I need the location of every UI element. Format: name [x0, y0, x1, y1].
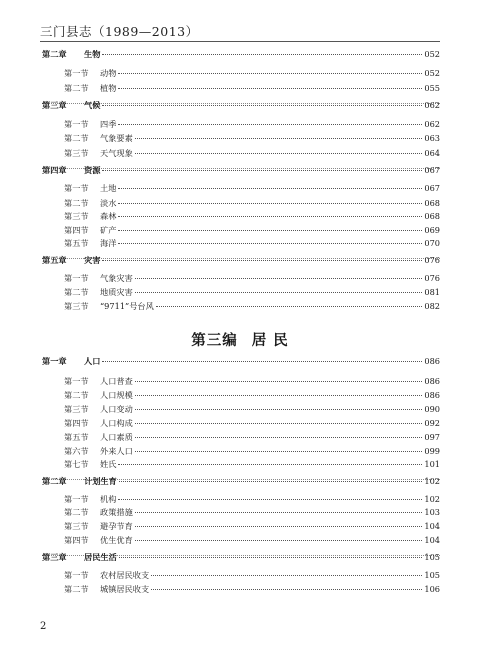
section-title: 城镇居民收支	[100, 584, 150, 594]
dot-leader	[135, 409, 423, 410]
section-title: 避孕节育	[100, 521, 133, 531]
section-number: 第一节	[64, 68, 89, 78]
section-number: 第一节	[64, 183, 89, 193]
dot-leader	[135, 153, 423, 154]
dot-leader	[118, 464, 422, 465]
toc-chapter-row	[42, 165, 440, 176]
dot-leader	[135, 423, 423, 424]
section-number: 第四节	[64, 418, 89, 428]
page-ref: 068	[424, 198, 440, 208]
section-title: 植物	[100, 83, 117, 93]
dot-leader	[135, 292, 423, 293]
toc-section-row	[64, 287, 440, 298]
toc-section-row	[64, 404, 440, 415]
section-title: 人口普查	[100, 376, 133, 386]
dot-leader	[102, 170, 422, 171]
toc-chapter-row	[42, 255, 440, 266]
section-title: 人口构成	[100, 418, 133, 428]
page-ref: 097	[424, 432, 440, 442]
dot-leader	[118, 230, 422, 231]
section-title: 机构	[100, 494, 117, 504]
toc-section-row	[64, 459, 440, 470]
section-number: 第三节	[64, 148, 89, 158]
page-ref: 063	[424, 133, 440, 143]
page-ref: 069	[424, 225, 440, 235]
section-number: 第二节	[64, 198, 89, 208]
chapter-number: 第五章	[42, 255, 67, 265]
page-ref: 062	[424, 100, 440, 110]
page-ref: 105	[424, 570, 440, 580]
page-ref: 081	[424, 287, 440, 297]
part-number: 第三编	[191, 332, 238, 349]
toc-section-row	[64, 238, 440, 249]
page-ref: 099	[424, 446, 440, 456]
section-number: 第二节	[64, 390, 89, 400]
dot-leader	[135, 138, 423, 139]
section-title: 天气现象	[100, 148, 133, 158]
section-number: 第四节	[64, 535, 89, 545]
toc-section-row	[64, 301, 440, 312]
section-number: 第四节	[64, 225, 89, 235]
section-number: 第一节	[64, 570, 89, 580]
section-title: 人口素质	[100, 432, 133, 442]
section-number: 第二节	[64, 287, 89, 297]
dot-leader	[135, 381, 423, 382]
section-number: 第三节	[64, 301, 89, 311]
section-number: 第六节	[64, 446, 89, 456]
chapter-number: 第三章	[42, 100, 67, 110]
section-title: 姓氏	[100, 459, 117, 469]
dot-leader	[118, 216, 422, 217]
toc-section-row	[64, 446, 440, 457]
toc-section-row	[64, 584, 440, 595]
section-number: 第一节	[64, 119, 89, 129]
section-title: 淡水	[100, 198, 117, 208]
section-number: 第一节	[64, 494, 89, 504]
section-title: 农村居民收支	[100, 570, 150, 580]
section-title: 外来人口	[100, 446, 133, 456]
dot-leader	[135, 451, 423, 452]
section-title: 四季	[100, 119, 117, 129]
section-title: 动物	[100, 68, 117, 78]
toc-section-row	[64, 507, 440, 518]
page-ref: 062	[424, 119, 440, 129]
section-title: 气象灾害	[100, 273, 133, 283]
toc-section-row	[64, 376, 440, 387]
section-title: 森林	[100, 211, 117, 221]
toc-chapter-row	[42, 356, 440, 367]
page-ref: 055	[424, 83, 440, 93]
dot-leader	[135, 437, 423, 438]
section-title: 人口规模	[100, 390, 133, 400]
toc-section-row	[64, 521, 440, 532]
page-ref: 092	[424, 418, 440, 428]
section-number: 第三节	[64, 521, 89, 531]
section-number: 第七节	[64, 459, 89, 469]
section-number: 第三节	[64, 211, 89, 221]
chapter-title: 灾害	[84, 255, 101, 265]
page-ref: 086	[424, 356, 440, 366]
page-ref: 082	[424, 301, 440, 311]
dot-leader	[135, 526, 423, 527]
dot-leader	[156, 306, 423, 307]
section-number: 第三节	[64, 404, 89, 414]
toc-section-row	[64, 273, 440, 284]
page-ref: 064	[424, 148, 440, 158]
page-ref: 102	[424, 476, 440, 486]
toc-section-row	[64, 535, 440, 546]
dot-leader	[118, 188, 422, 189]
toc-section-row	[64, 225, 440, 236]
chapter-title: 资源	[84, 165, 101, 175]
part-title	[0, 329, 480, 350]
toc-section-row	[64, 432, 440, 443]
dot-leader	[102, 260, 422, 261]
page-ref: 102	[424, 494, 440, 504]
chapter-number: 第一章	[42, 356, 67, 366]
chapter-title: 生物	[84, 49, 101, 59]
toc-section-row	[64, 183, 440, 194]
section-title: 优生优育	[100, 535, 133, 545]
dot-leader	[135, 512, 423, 513]
dot-leader	[118, 203, 422, 204]
page-ref: 068	[424, 211, 440, 221]
page-number: 2	[40, 621, 47, 632]
dot-leader	[118, 243, 422, 244]
toc-section-row	[64, 211, 440, 222]
dot-leader	[135, 278, 423, 279]
part-name: 居 民	[251, 332, 289, 349]
dot-leader	[151, 575, 422, 576]
section-number: 第五节	[64, 432, 89, 442]
toc-section-row	[64, 198, 440, 209]
chapter-number: 第四章	[42, 165, 67, 175]
section-number: 第二节	[64, 83, 89, 93]
toc-chapter-row	[42, 49, 440, 60]
dot-leader	[151, 589, 422, 590]
section-title: 海洋	[100, 238, 117, 248]
toc-chapter-row	[42, 476, 440, 487]
toc-chapter-row	[42, 552, 440, 563]
section-number: 第二节	[64, 584, 89, 594]
chapter-number: 第二章	[42, 49, 67, 59]
page-ref: 086	[424, 390, 440, 400]
section-number: 第二节	[64, 507, 89, 517]
chapter-title: 气候	[84, 100, 101, 110]
section-title: 土地	[100, 183, 117, 193]
dot-leader	[118, 499, 422, 500]
page-ref: 104	[424, 535, 440, 545]
section-title: 政策措施	[100, 507, 133, 517]
toc-section-row	[64, 133, 440, 144]
page-ref: 104	[424, 521, 440, 531]
toc-section-row	[64, 570, 440, 581]
chapter-title: 人口	[84, 356, 101, 366]
chapter-title: 居民生活	[84, 552, 117, 562]
chapter-number: 第二章	[42, 476, 67, 486]
page-ref: 067	[424, 183, 440, 193]
dot-leader	[102, 54, 422, 55]
section-number: 第一节	[64, 376, 89, 386]
page-ref: 076	[424, 273, 440, 283]
toc-section-row	[64, 494, 440, 505]
page-ref: 103	[424, 507, 440, 517]
page-ref: 052	[424, 68, 440, 78]
page-ref: 086	[424, 376, 440, 386]
dot-leader	[135, 395, 423, 396]
section-title: 地质灾害	[100, 287, 133, 297]
toc-section-row	[64, 390, 440, 401]
section-title: 矿产	[100, 225, 117, 235]
dot-leader	[118, 124, 422, 125]
toc-section-row	[64, 119, 440, 130]
toc-section-row	[64, 83, 440, 94]
running-header: 三门县志（1989—2013）	[40, 24, 199, 39]
dot-leader	[119, 557, 423, 558]
dot-leader	[102, 361, 422, 362]
page-ref: 052	[424, 49, 440, 59]
page-ref: 070	[424, 238, 440, 248]
section-title: 气象要素	[100, 133, 133, 143]
section-number: 第五节	[64, 238, 89, 248]
toc-chapter-row	[42, 100, 440, 111]
page-ref: 101	[424, 459, 440, 469]
dot-leader	[118, 73, 422, 74]
toc-section-row	[64, 148, 440, 159]
page-ref: 067	[424, 165, 440, 175]
chapter-number: 第三章	[42, 552, 67, 562]
page-ref: 076	[424, 255, 440, 265]
section-number: 第一节	[64, 273, 89, 283]
toc-section-row	[64, 418, 440, 429]
chapter-title: 计划生育	[84, 476, 117, 486]
section-number: 第二节	[64, 133, 89, 143]
section-title: “9711”号台风	[100, 301, 154, 311]
dot-leader	[119, 481, 423, 482]
page-ref: 106	[424, 584, 440, 594]
toc-section-row	[64, 68, 440, 79]
section-title: 人口变动	[100, 404, 133, 414]
page-ref: 105	[424, 552, 440, 562]
dot-leader	[102, 105, 422, 106]
dot-leader	[118, 88, 422, 89]
dot-leader	[135, 540, 423, 541]
page-ref: 090	[424, 404, 440, 414]
